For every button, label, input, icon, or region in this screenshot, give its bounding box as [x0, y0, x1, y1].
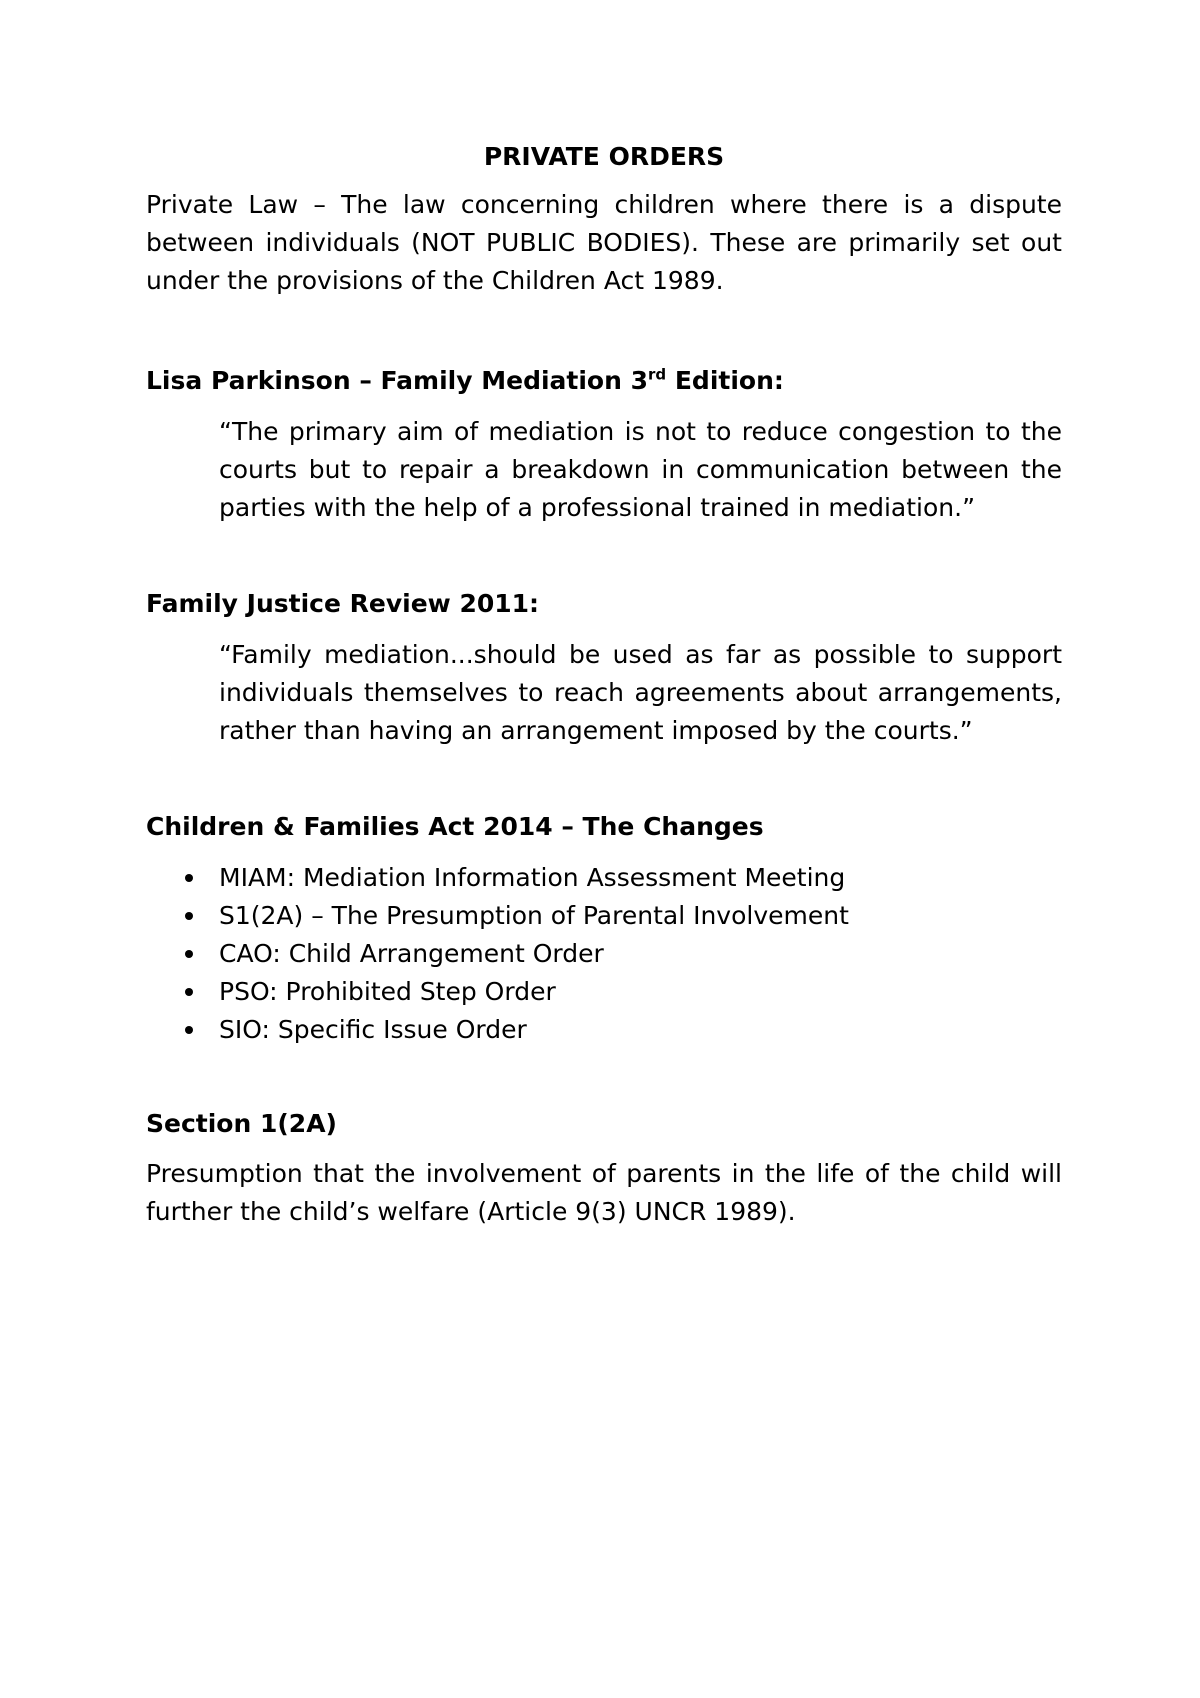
intro-paragraph: Private Law – The law concerning children where there is a dispute between individuals (NOT PUBLIC BODIES). These are primarily set out under the provisions of the Children Act 1989. [146, 190, 1062, 295]
heading-children-families-act: Children & Families Act 2014 – The Changes [146, 812, 764, 841]
changes-list [146, 859, 1062, 1049]
heading-lisa-parkinson [146, 362, 1062, 400]
heading-family-justice-review: Family Justice Review 2011: [146, 589, 540, 618]
list-item-text: S1(2A) – The Presumption of Parental Involvement [219, 901, 849, 930]
document-title: PRIVATE ORDERS [483, 142, 725, 171]
list-item-text: MIAM: Mediation Information Assessment Meeting [219, 863, 846, 892]
heading-section-1-2a: Section 1(2A) [146, 1109, 337, 1138]
bullet-icon [185, 912, 193, 920]
list-item [146, 935, 1062, 973]
list-item [146, 897, 1062, 935]
heading-lisa-text: Lisa Parkinson – Family Mediation 3 [146, 366, 648, 395]
bullet-icon [185, 874, 193, 882]
bullet-icon [185, 950, 193, 958]
list-item [146, 859, 1062, 897]
bullet-icon [185, 988, 193, 996]
quote-family-justice-review: “Family mediation...should be used as far as possible to support individuals themselves to reach agreements about arrangements, rather than having an arrangement imposed by the courts.” [219, 640, 1062, 745]
list-item [146, 1011, 1062, 1049]
list-item [146, 973, 1062, 1011]
list-item-text: PSO: Prohibited Step Order [219, 977, 556, 1006]
ordinal-superscript: rd [648, 365, 667, 384]
document-page [146, 138, 1062, 1231]
list-item-text: SIO: Specific Issue Order [219, 1015, 527, 1044]
heading-lisa-suffix: Edition: [666, 366, 784, 395]
section-1-2a-paragraph: Presumption that the involvement of parents in the life of the child will further the child’s welfare (Article 9(3) UNCR 1989). [146, 1159, 1062, 1226]
bullet-icon [185, 1026, 193, 1034]
quote-lisa-parkinson: “The primary aim of mediation is not to reduce congestion to the courts but to repair a breakdown in communication between the parties with the help of a professional trained in mediation.” [219, 417, 1062, 522]
list-item-text: CAO: Child Arrangement Order [219, 939, 604, 968]
